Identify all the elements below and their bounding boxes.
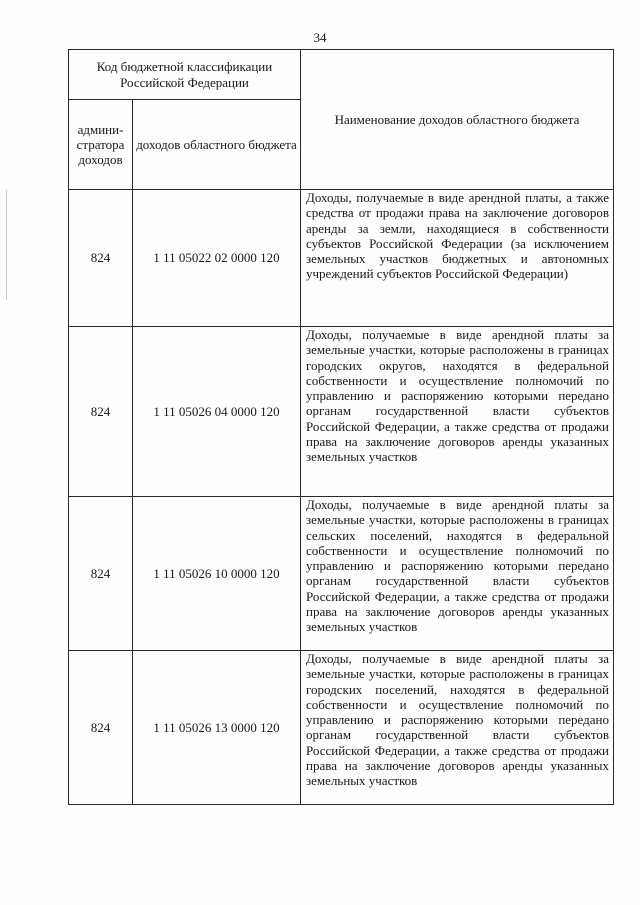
budget-classification-table	[68, 49, 614, 805]
table-row	[69, 190, 614, 327]
cell-description: Доходы, получаемые в виде арендной платы, а также средства от продажи права на заключение договоров аренды за земли, находящиеся в собственности субъектов Российской Федерации (за исключением земельных участков бюджетных и автономных учреждений субъектов Российской Федерации)	[301, 190, 614, 327]
cell-code: 1 11 05022 02 0000 120	[133, 190, 301, 327]
cell-description: Доходы, получаемые в виде арендной платы за земельные участки, которые расположены в границах городских округов, находятся в федеральной собственности и осуществление полномочий по управлению и распоряжению которыми передано органам государственной власти субъектов Российской Федерации, а также средства от продажи права на заключение договоров аренды указанных земельных участков	[301, 327, 614, 497]
header-admin: админи-стратора доходов	[69, 100, 133, 190]
cell-admin: 824	[69, 190, 133, 327]
header-row-top	[69, 50, 614, 100]
scan-margin-line	[6, 190, 7, 300]
header-code-group: Код бюджетной классификации Российской Федерации	[69, 50, 301, 100]
cell-code: 1 11 05026 13 0000 120	[133, 651, 301, 805]
cell-description: Доходы, получаемые в виде арендной платы за земельные участки, которые расположены в границах городских поселений, находятся в федеральной собственности и осуществление полномочий по управлению и распоряжению которыми передано органам государственной власти субъектов Российской Федерации, а также средства от продажи права на заключение договоров аренды указанных земельных участков	[301, 651, 614, 805]
header-income: доходов областного бюджета	[133, 100, 301, 190]
cell-admin: 824	[69, 651, 133, 805]
table-row	[69, 651, 614, 805]
table-row	[69, 497, 614, 651]
cell-description: Доходы, получаемые в виде арендной платы за земельные участки, которые расположены в границах сельских поселений, находятся в федеральной собственности и осуществление полномочий по управлению и распоряжению которыми передано органам государственной власти субъектов Российской Федерации, а также средства от продажи права на заключение договоров аренды указанных земельных участков	[301, 497, 614, 651]
cell-code: 1 11 05026 10 0000 120	[133, 497, 301, 651]
cell-code: 1 11 05026 04 0000 120	[133, 327, 301, 497]
cell-admin: 824	[69, 327, 133, 497]
cell-admin: 824	[69, 497, 133, 651]
table-row	[69, 327, 614, 497]
header-name: Наименование доходов областного бюджета	[301, 50, 614, 190]
page-number: 34	[313, 30, 327, 45]
